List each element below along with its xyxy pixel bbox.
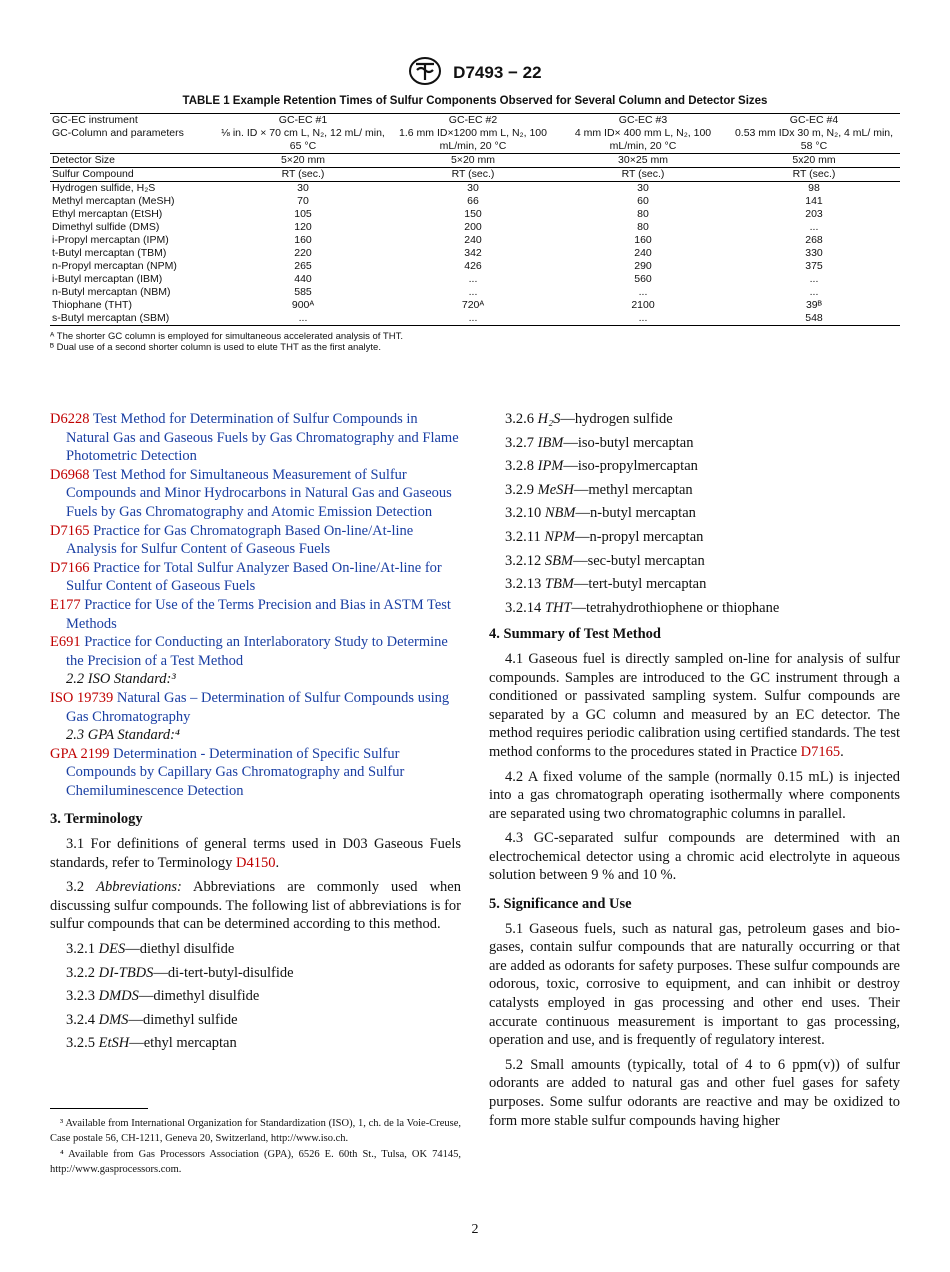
table-cell: 160 xyxy=(634,234,652,246)
table-cell: ... xyxy=(809,221,819,233)
row-label-cell: Dimethyl sulfide (DMS) xyxy=(52,221,160,233)
table-row xyxy=(50,247,900,260)
footnote-rule xyxy=(50,1108,148,1109)
table-cell: 548 xyxy=(728,312,900,326)
table-cell: 70 xyxy=(297,195,309,207)
row-label-cell: i-Butyl mercaptan (IBM) xyxy=(52,273,163,285)
table-cell: ... xyxy=(558,312,728,326)
table-cell: 30 xyxy=(558,182,728,196)
paragraph-3-1: 3.1 For definitions of general terms used in D03 Gaseous Fuels standards, refer to Terminology D4150. xyxy=(50,836,461,871)
paragraph-5-2: 5.2 Small amounts (typically, total of 4 to 6 ppm(v)) of sulfur odorants are added to natural gas and other fuel gases for safety purposes. Some sulfur odorants are reactive and may be oxidized to form more stable sulfur compounds having higher xyxy=(489,1056,900,1129)
table-cell: 200 xyxy=(464,221,482,233)
table-row xyxy=(50,154,900,168)
table-cell: GC-EC #3 xyxy=(558,114,728,128)
abbreviation-item: 3.2.9 MeSH—methyl mercaptan xyxy=(505,481,693,498)
table-cell: 5×20 mm xyxy=(388,154,558,168)
table-cell: 220 xyxy=(294,247,312,259)
abbreviation-item: 3.2.3 DMDS—dimethyl disulfide xyxy=(66,988,260,1005)
abbreviation-item: 3.2.4 DMS—dimethyl sulfide xyxy=(66,1011,238,1028)
table-row xyxy=(50,195,900,208)
row-label-cell: Thiophane (THT) xyxy=(52,299,132,311)
table-row xyxy=(50,273,900,286)
abbreviation-item: 3.2.12 SBM—sec-butyl mercaptan xyxy=(505,552,705,569)
row-label-cell: s-Butyl mercaptan (SBM) xyxy=(50,312,218,326)
abbreviation-item: 3.2.5 EtSH—ethyl mercaptan xyxy=(66,1035,237,1052)
table-cell: ... xyxy=(468,273,478,285)
table-cell: 30 xyxy=(388,182,558,196)
table-cell: 5x20 mm xyxy=(728,154,900,168)
page-header xyxy=(0,56,950,91)
table-cell: 5×20 mm xyxy=(218,154,388,168)
table-cell: 4 mm ID× 400 mm L, N₂, 100 mL/min, 20 °C xyxy=(574,127,712,152)
astm-logo-icon xyxy=(408,56,442,91)
table-cell: 1.6 mm ID×1200 mm L, N₂, 100 mL/min, 20 °C xyxy=(399,127,547,152)
table-cell: 265 xyxy=(294,260,312,272)
table-cell: 66 xyxy=(467,195,479,207)
abbreviation-item: 3.2.7 IBM—iso-butyl mercaptan xyxy=(505,434,694,451)
table-cell: 240 xyxy=(634,247,652,259)
section-3-title: 3. Terminology xyxy=(50,811,143,828)
row-label-cell: Methyl mercaptan (MeSH) xyxy=(52,195,175,207)
table-cell: 440 xyxy=(294,273,312,285)
table-row xyxy=(50,127,900,154)
reference-e177[interactable]: E177 Practice for Use of the Terms Precision and Bias in ASTM Test Methods xyxy=(50,596,451,632)
row-label-cell: Ethyl mercaptan (EtSH) xyxy=(52,208,163,220)
table-cell: 30 xyxy=(218,182,388,196)
footnote-3: ³ Available from International Organization for Standardization (ISO), 1, ch. de la Voie-Creuse, Case postale 56, CH-1211, Geneva 20, Switzerland, http://www.iso.ch. xyxy=(50,1118,461,1144)
table-cell: RT (sec.) xyxy=(388,168,558,182)
table-cell: 720ᴬ xyxy=(461,299,485,311)
row-label-cell: Sulfur Compound xyxy=(50,168,218,182)
table-cell: 150 xyxy=(464,208,482,220)
table-cell: RT (sec.) xyxy=(728,168,900,182)
table-cell: 98 xyxy=(728,182,900,196)
row-label-cell: i-Propyl mercaptan (IPM) xyxy=(52,234,169,246)
paragraph-5-1: 5.1 Gaseous fuels, such as natural gas, petroleum gases and bio-gases, contain sulfur compounds that are naturally occurring or that are added as odorants for safety purposes. These sulfur compounds are odorous, toxic, corrosive to equipment, and can inhibit or destroy catalysts employed in gas processing and other end uses. Their accurate continuous measurement is important to gas processing, operation and use, and is frequently of regulatory interest. xyxy=(489,920,900,1049)
table-cell: RT (sec.) xyxy=(558,168,728,182)
paragraph-4-3: 4.3 GC-separated sulfur compounds are determined with an electrochemical detector using a chromic acid electrolyte in aqueous solution between 9 % and 10 %. xyxy=(489,830,900,884)
table-cell: 141 xyxy=(805,195,823,207)
row-label-cell: GC-EC instrument xyxy=(50,114,218,128)
table-cell: 2100 xyxy=(631,299,655,311)
table-footnote-b: ᴮ Dual use of a second shorter column is used to elute THT as the first analyte. xyxy=(50,342,381,353)
table-row xyxy=(50,299,900,312)
table-cell: 240 xyxy=(464,234,482,246)
reference-d7165[interactable]: D7165 Practice for Gas Chromatograph Based On-line/At-line Analysis for Sulfur Content of Gaseous Fuels xyxy=(50,522,414,558)
left-column xyxy=(50,410,461,1058)
reference-d6968[interactable]: D6968 Test Method for Simultaneous Measurement of Sulfur Compounds and Minor Hydrocarbons in Natural Gas and Gaseous Fuels by Gas Chromatography and Atomic Emission Detection xyxy=(50,466,452,520)
table-cell: 120 xyxy=(294,221,312,233)
document-id: D7493 − 22 xyxy=(453,62,542,82)
table-row xyxy=(50,312,900,326)
row-label-cell: t-Butyl mercaptan (TBM) xyxy=(52,247,167,259)
table-cell: 160 xyxy=(294,234,312,246)
abbreviation-item: 3.2.14 THT—tetrahydrothiophene or thiophane xyxy=(505,599,780,616)
table-cell: 585 xyxy=(294,286,312,298)
iso-heading: 2.2 ISO Standard:³ xyxy=(66,671,176,688)
table-cell: 0.53 mm IDx 30 m, N₂, 4 mL/ min, 58 °C xyxy=(734,127,894,152)
table-cell: ... xyxy=(809,286,819,298)
abbreviation-item: 3.2.13 TBM—tert-butyl mercaptan xyxy=(505,576,707,593)
table-cell: RT (sec.) xyxy=(218,168,388,182)
abbreviation-item: 3.2.6 H₂S—hydrogen sulfide xyxy=(505,411,673,427)
link-d4150[interactable]: D4150 xyxy=(235,854,276,871)
table-cell: ... xyxy=(809,273,819,285)
table-row xyxy=(50,286,900,299)
page-number: 2 xyxy=(471,1222,479,1237)
table-cell: 30×25 mm xyxy=(558,154,728,168)
table-row xyxy=(50,234,900,247)
gpa-heading: 2.3 GPA Standard:⁴ xyxy=(66,727,180,744)
reference-d6228[interactable]: D6228 Test Method for Determination of Sulfur Compounds in Natural Gas and Gaseous Fuels by Gas Chromatography and Flame Photometric Detection xyxy=(50,411,459,465)
table-cell: 268 xyxy=(805,234,823,246)
table-row xyxy=(50,168,900,182)
table-cell: 290 xyxy=(634,260,652,272)
right-column xyxy=(489,410,900,1136)
section-5-title: 5. Significance and Use xyxy=(489,896,632,913)
link-d7165[interactable]: D7165 xyxy=(800,743,841,760)
table-footnotes xyxy=(50,331,900,353)
paragraph-4-1: 4.1 Gaseous fuel is directly sampled on-line for analysis of sulfur compounds. Samples are introduced to the GC instrument through a conditioned or passivated sampling system. Sulfur compounds are separated by a GC column and measured by an EC detector. The method requires periodic calibration using certified standards. The test method conforms to the procedures stated in Practice D7165. xyxy=(489,650,900,760)
table-cell: 105 xyxy=(294,208,312,220)
reference-gpa-2199[interactable]: GPA 2199 Determination - Determination of Specific Sulfur Compounds by Capillary Gas Chromatography and Sulfur Chemiluminescence Detection xyxy=(50,745,405,799)
row-label-cell: n-Propyl mercaptan (NPM) xyxy=(52,260,177,272)
table-cell: ... xyxy=(388,312,558,326)
paragraph-3-2: 3.2 Abbreviations: Abbreviations are commonly used when discussing sulfur compounds. The following list of abbreviations is for sulfur compounds that can be determined according to this method. xyxy=(50,879,461,933)
table-cell: ... xyxy=(218,312,388,326)
abbreviation-item: 3.2.1 DES—diethyl disulfide xyxy=(66,941,235,958)
table-cell: ... xyxy=(638,286,648,298)
retention-time-table xyxy=(50,113,900,326)
reference-e691[interactable]: E691 Practice for Conducting an Interlaboratory Study to Determine the Precision of a Test Method xyxy=(50,634,448,669)
paragraph-4-2: 4.2 A fixed volume of the sample (normally 0.15 mL) is injected into a gas chromatograph operating isothermally where components are separated using two chromatographic columns in parallel. xyxy=(489,768,900,822)
table-row xyxy=(50,260,900,273)
table-footnote-a: ᴬ The shorter GC column is employed for simultaneous accelerated analysis of THT. xyxy=(50,331,403,342)
footnotes xyxy=(50,1117,461,1179)
abbreviation-item: 3.2.10 NBM—n-butyl mercaptan xyxy=(505,505,696,522)
section-4-title: 4. Summary of Test Method xyxy=(489,626,661,643)
abbreviation-item: 3.2.11 NPM—n-propyl mercaptan xyxy=(505,528,704,545)
table-cell: 60 xyxy=(637,195,649,207)
table-cell: 39ᴮ xyxy=(805,299,823,311)
table-cell: 375 xyxy=(805,260,823,272)
table-cell: 900ᴬ xyxy=(291,299,315,311)
table-cell: 560 xyxy=(634,273,652,285)
table-row xyxy=(50,182,900,196)
footnote-4: ⁴ Available from Gas Processors Association (GPA), 6526 E. 60th St., Tulsa, OK 74145, http://www.gasprocessors.com. xyxy=(50,1149,461,1175)
table-cell: 80 xyxy=(637,221,649,233)
abbreviation-item: 3.2.8 IPM—iso-propylmercaptan xyxy=(505,458,698,475)
table-cell: GC-EC #2 xyxy=(388,114,558,128)
row-label-cell: GC-Column and parameters xyxy=(52,127,184,139)
table-cell: GC-EC #4 xyxy=(728,114,900,128)
table-caption: TABLE 1 Example Retention Times of Sulfur Components Observed for Several Column and Detector Sizes xyxy=(182,95,768,107)
table-cell: 203 xyxy=(805,208,823,220)
table-cell: GC-EC #1 xyxy=(218,114,388,128)
table-cell: 80 xyxy=(637,208,649,220)
row-label-cell: Hydrogen sulfide, H₂S xyxy=(50,182,218,196)
reference-iso-19739[interactable]: ISO 19739 Natural Gas – Determination of Sulfur Compounds using Gas Chromatography xyxy=(50,689,450,725)
table-cell: ⅛ in. ID × 70 cm L, N₂, 12 mL/ min, 65 °C xyxy=(221,127,385,152)
row-label-cell: Detector Size xyxy=(50,154,218,168)
reference-d7166[interactable]: D7166 Practice for Total Sulfur Analyzer Based On-line/At-line for Sulfur Content of Gaseous Fuels xyxy=(50,559,442,595)
row-label-cell: n-Butyl mercaptan (NBM) xyxy=(52,286,171,298)
table-cell: 342 xyxy=(464,247,482,259)
abbreviation-item: 3.2.2 DI-TBDS—di-tert-butyl-disulfide xyxy=(66,964,294,981)
table-cell: 330 xyxy=(805,247,823,259)
table-row xyxy=(50,208,900,221)
table-row xyxy=(50,114,900,128)
table-cell: ... xyxy=(468,286,478,298)
table-cell: 426 xyxy=(464,260,482,272)
table-row xyxy=(50,221,900,234)
